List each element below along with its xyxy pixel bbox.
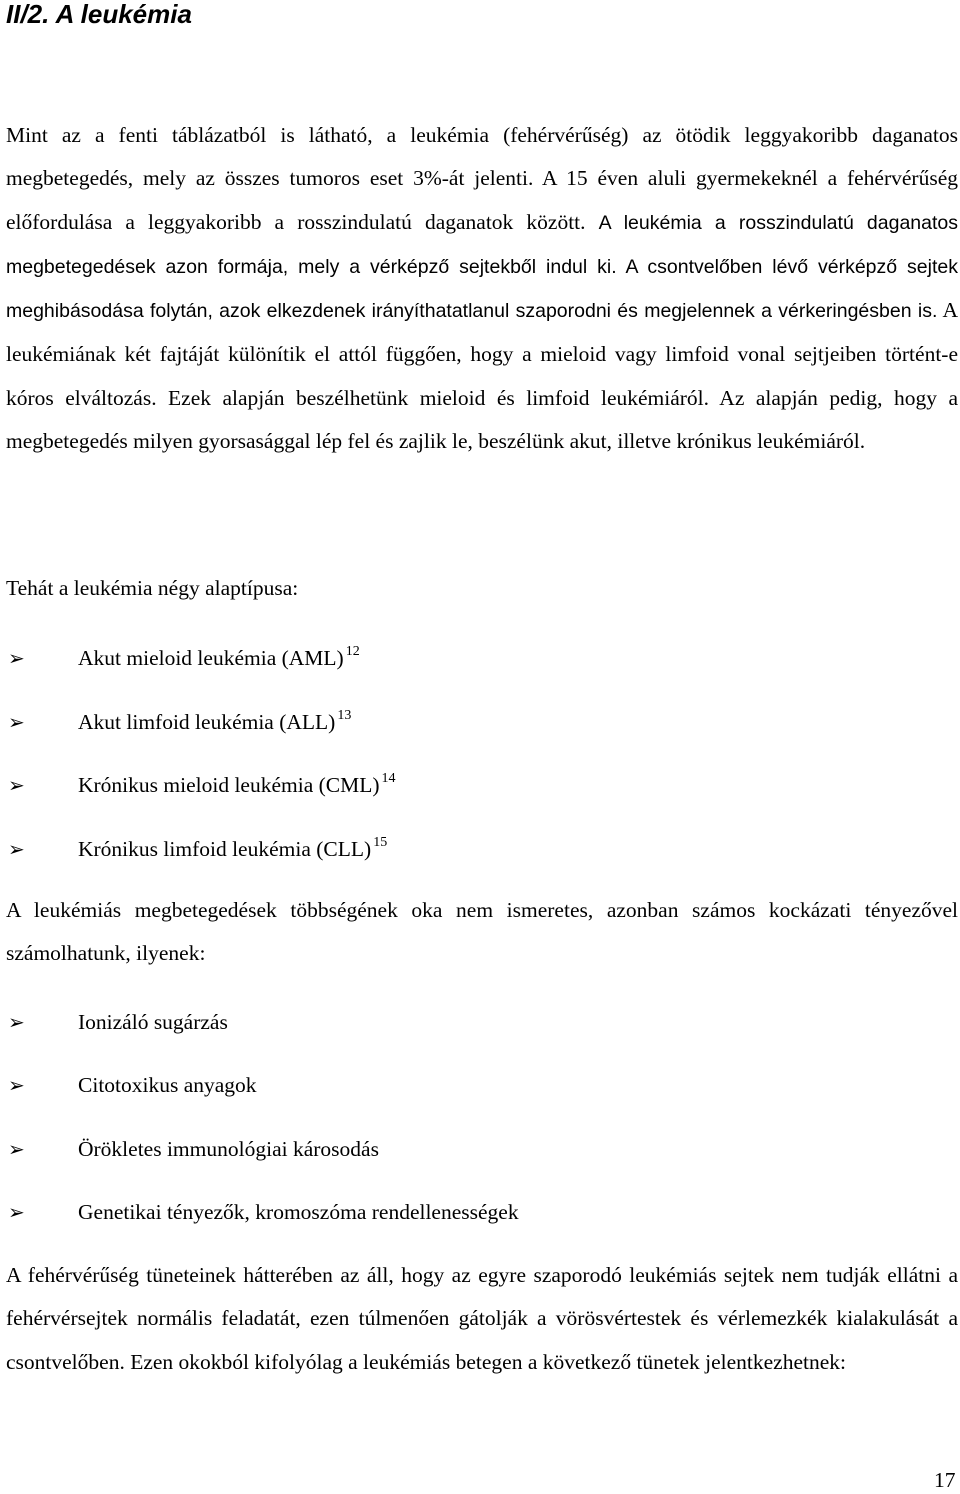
arrow-bullet-icon: ➢ <box>8 773 25 797</box>
list-item-label: Akut mieloid leukémia (AML) <box>78 646 344 670</box>
list-item-label: Genetikai tényezők, kromoszóma rendellenességek <box>78 1200 519 1224</box>
section-heading: II/2. A leukémia <box>6 0 192 29</box>
list-item-aml <box>8 637 360 673</box>
list-item-cml <box>8 764 396 800</box>
intro-paragraph <box>6 114 958 463</box>
list-item-risk <box>8 1007 228 1037</box>
list-item-label: Krónikus mieloid leukémia (CML) <box>78 773 380 797</box>
footnote-ref: 13 <box>337 708 352 723</box>
list-item-label: Örökletes immunológiai károsodás <box>78 1137 379 1161</box>
list-item-risk <box>8 1197 519 1227</box>
arrow-bullet-icon: ➢ <box>8 1073 25 1097</box>
list-item-all <box>8 701 351 737</box>
list-item-risk <box>8 1070 257 1100</box>
paragraph-serif-text: Mint az a fenti táblázatból is látható, a leukémia (fehérvérűség) az ötödik leggyakoribb daganatos megbetegedés, mely az összes tumoros eset 3%-át jelenti. A 15 éven aluli gyermekeknél a fehérvérűség előfordulása a leggyakoribb a rosszindulatú daganatok között. <box>6 123 958 234</box>
types-intro: Tehát a leukémia négy alaptípusa: <box>6 576 299 600</box>
paragraph-serif-text-2: A leukémiának két fajtáját különítik el attól függően, hogy a mieloid vagy limfoid vonal sejtjeiben történt-e kóros elváltozás. Ezek alapján beszélhetünk mieloid és limfoid leukémiáról. Az alapján pedig, hogy a megbetegedés milyen gyorsasággal lép fel és zajlik le, beszélünk akut, illetve krónikus leukémiáról. <box>6 298 958 454</box>
page-number: 17 <box>934 1468 956 1492</box>
footnote-ref: 14 <box>381 771 396 786</box>
list-item-cll <box>8 828 387 864</box>
symptoms-paragraph: A fehérvérűség tüneteinek hátterében az áll, hogy az egyre szaporodó leukémiás sejtek nem tudják ellátni a fehérvérsejtek normális feladatát, ezen túlmenően gátolják a vörösvértestek és vérlemezkék kialakulását a csontvelőben. Ezen okokból kifolyólag a leukémiás betegen a következő tünetek jelentkezhetnek: <box>6 1263 958 1374</box>
arrow-bullet-icon: ➢ <box>8 1010 25 1034</box>
list-item-label: Citotoxikus anyagok <box>78 1073 257 1097</box>
list-item-risk <box>8 1134 379 1164</box>
list-item-label: Ionizáló sugárzás <box>78 1010 228 1034</box>
arrow-bullet-icon: ➢ <box>8 1137 25 1161</box>
arrow-bullet-icon: ➢ <box>8 646 25 670</box>
arrow-bullet-icon: ➢ <box>8 710 25 734</box>
footnote-ref: 12 <box>345 644 360 659</box>
footnote-ref: 15 <box>373 835 388 850</box>
list-item-label: Akut limfoid leukémia (ALL) <box>78 710 336 734</box>
risk-paragraph: A leukémiás megbetegedések többségének oka nem ismeretes, azonban számos kockázati tényezővel számolhatunk, ilyenek: <box>6 898 958 966</box>
list-item-label: Krónikus limfoid leukémia (CLL) <box>78 837 372 861</box>
arrow-bullet-icon: ➢ <box>8 837 25 861</box>
arrow-bullet-icon: ➢ <box>8 1200 25 1224</box>
paragraph-sans-text: A leukémia a rosszindulatú daganatos megbetegedések azon formája, mely a vérképző sejtekből indul ki. A csontvelőben lévő vérképző sejtek meghibásodása folytán, azok elkezdenek irányíthatatlanul szaporodni és megjelennek a vérkeringésben is. <box>6 211 959 323</box>
